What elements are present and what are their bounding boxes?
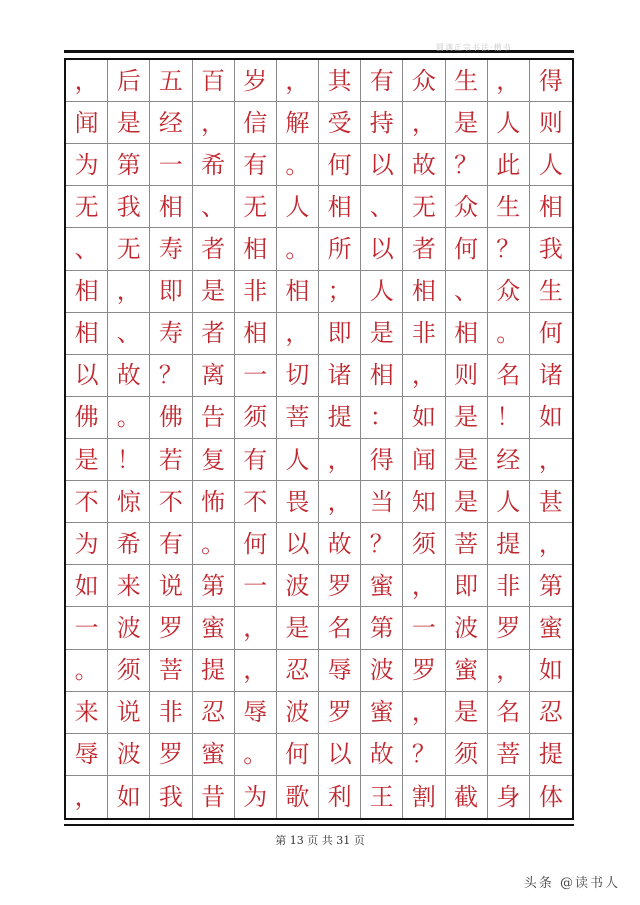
grid-cell: 信 (235, 102, 277, 144)
grid-cell: ？ (446, 144, 488, 186)
grid-cell: 波 (361, 650, 403, 692)
grid-cell: 无 (108, 228, 150, 270)
grid-cell: 是 (361, 313, 403, 355)
grid-cell: 是 (446, 692, 488, 734)
grid-cell: 是 (66, 439, 108, 481)
grid-cell: ， (319, 481, 361, 523)
grid-cell: 是 (446, 102, 488, 144)
bottom-rule (64, 824, 574, 826)
grid-cell: ， (403, 692, 445, 734)
grid-cell: 一 (235, 355, 277, 397)
grid-cell: 波 (108, 607, 150, 649)
grid-cell: 相 (235, 313, 277, 355)
grid-cell: 故 (361, 734, 403, 776)
grid-cell: 、 (361, 186, 403, 228)
grid-cell: 忍 (193, 692, 235, 734)
grid-cell: 如 (403, 397, 445, 439)
grid-cell: 希 (108, 523, 150, 565)
grid-cell: ， (66, 60, 108, 102)
grid-cell: 众 (488, 271, 530, 313)
grid-cell: 菩 (150, 650, 192, 692)
grid-cell: 知 (403, 481, 445, 523)
grid-cell: ？ (488, 228, 530, 270)
grid-cell: 、 (66, 228, 108, 270)
grid-cell: ， (403, 102, 445, 144)
grid-cell: ， (277, 60, 319, 102)
grid-cell: 菩 (488, 734, 530, 776)
grid-cell: 。 (488, 313, 530, 355)
grid-cell: 何 (530, 313, 572, 355)
grid-cell: ， (403, 355, 445, 397)
grid-cell: 人 (488, 102, 530, 144)
grid-cell: 罗 (319, 692, 361, 734)
grid-cell: 罗 (403, 650, 445, 692)
grid-cell: 须 (446, 734, 488, 776)
grid-cell: 波 (446, 607, 488, 649)
grid-cell: 如 (66, 565, 108, 607)
grid-cell: 非 (488, 565, 530, 607)
grid-cell: 为 (66, 523, 108, 565)
grid-cell: 提 (530, 734, 572, 776)
grid-cell: 截 (446, 776, 488, 818)
watermark: 头条 @读书人 (523, 876, 620, 891)
grid-cell: 有 (361, 60, 403, 102)
grid-cell: 百 (193, 60, 235, 102)
grid-cell: 切 (277, 355, 319, 397)
grid-cell: 闻 (66, 102, 108, 144)
grid-cell: 人 (530, 144, 572, 186)
grid-cell: 如 (108, 776, 150, 818)
grid-cell: 相 (530, 186, 572, 228)
grid-cell: 生 (488, 186, 530, 228)
grid-cell: 得 (361, 439, 403, 481)
grid-cell: 为 (235, 776, 277, 818)
grid-cell: 佛 (66, 397, 108, 439)
grid-cell: 无 (66, 186, 108, 228)
grid-cell: 即 (150, 271, 192, 313)
grid-cell: 。 (66, 650, 108, 692)
grid-cell: 离 (193, 355, 235, 397)
grid-cell: 众 (403, 60, 445, 102)
grid-cell: 割 (403, 776, 445, 818)
grid-cell: ， (488, 60, 530, 102)
grid-cell: ？ (403, 734, 445, 776)
grid-cell: ， (108, 271, 150, 313)
grid-cell: 是 (446, 439, 488, 481)
grid-cell: 佛 (150, 397, 192, 439)
grid-cell: 蜜 (530, 607, 572, 649)
grid-cell: 、 (446, 271, 488, 313)
grid-cell: 后 (108, 60, 150, 102)
grid-cell: 利 (319, 776, 361, 818)
grid-cell: 相 (66, 271, 108, 313)
grid-cell: 非 (403, 313, 445, 355)
grid-cell: 来 (108, 565, 150, 607)
header-faint-text: 圆满正宗书法·楷书 (436, 43, 512, 52)
grid-cell: 非 (235, 271, 277, 313)
grid-cell: 生 (530, 271, 572, 313)
grid-cell: 经 (488, 439, 530, 481)
grid-cell: 须 (235, 397, 277, 439)
grid-cell: ， (277, 313, 319, 355)
grid-cell: ？ (150, 355, 192, 397)
grid-cell: 蜜 (361, 565, 403, 607)
grid-cell: ， (235, 650, 277, 692)
grid-cell: 、 (108, 313, 150, 355)
grid-cell: 一 (235, 565, 277, 607)
grid-cell: 相 (277, 271, 319, 313)
grid-cell: 何 (277, 734, 319, 776)
grid-cell: 众 (446, 186, 488, 228)
grid-cell: 歌 (277, 776, 319, 818)
grid-cell: ， (530, 439, 572, 481)
grid-cell: 。 (193, 523, 235, 565)
grid-cell: ！ (488, 397, 530, 439)
grid-cell: 、 (193, 186, 235, 228)
grid-cell: 相 (235, 228, 277, 270)
grid-cell: 故 (108, 355, 150, 397)
grid-cell: 是 (277, 607, 319, 649)
grid-cell: 一 (66, 607, 108, 649)
grid-cell: 名 (488, 692, 530, 734)
grid-cell: 相 (319, 186, 361, 228)
grid-cell: 何 (235, 523, 277, 565)
grid-cell: 寿 (150, 228, 192, 270)
grid-cell: 以 (361, 144, 403, 186)
grid-cell: ！ (108, 439, 150, 481)
grid-cell: 如 (530, 650, 572, 692)
grid-cell: 如 (530, 397, 572, 439)
grid-cell: ， (235, 607, 277, 649)
practice-grid (64, 58, 574, 820)
grid-cell: ， (488, 650, 530, 692)
grid-cell: ， (193, 102, 235, 144)
grid-cell: 。 (108, 397, 150, 439)
grid-cell: ； (319, 271, 361, 313)
grid-cell: 我 (530, 228, 572, 270)
grid-cell: 希 (193, 144, 235, 186)
grid-cell: ， (530, 523, 572, 565)
grid-cell: 来 (66, 692, 108, 734)
grid-cell: 提 (319, 397, 361, 439)
grid-cell: 持 (361, 102, 403, 144)
grid-cell: 有 (235, 439, 277, 481)
grid-cell: 岁 (235, 60, 277, 102)
grid-cell: 菩 (277, 397, 319, 439)
grid-cell: 复 (193, 439, 235, 481)
grid-cell: 。 (235, 734, 277, 776)
grid-cell: 若 (150, 439, 192, 481)
grid-cell: 蜜 (193, 734, 235, 776)
grid-cell: 生 (446, 60, 488, 102)
grid-cell: 解 (277, 102, 319, 144)
grid-cell: 则 (446, 355, 488, 397)
grid-cell: 即 (446, 565, 488, 607)
grid-cell: 菩 (446, 523, 488, 565)
grid-cell: 寿 (150, 313, 192, 355)
grid-cell: 相 (66, 313, 108, 355)
grid-cell: 者 (193, 313, 235, 355)
grid-cell: 罗 (488, 607, 530, 649)
grid-cell: 人 (361, 271, 403, 313)
grid-cell: 忍 (530, 692, 572, 734)
grid-cell: 一 (403, 607, 445, 649)
grid-cell: 辱 (235, 692, 277, 734)
grid-cell: 罗 (319, 565, 361, 607)
grid-cell: 不 (66, 481, 108, 523)
grid-cell: 有 (150, 523, 192, 565)
grid-cell: 所 (319, 228, 361, 270)
grid-cell: 忍 (277, 650, 319, 692)
grid-cell: 昔 (193, 776, 235, 818)
grid-cell: 五 (150, 60, 192, 102)
grid-cell: 名 (319, 607, 361, 649)
grid-cell: 为 (66, 144, 108, 186)
grid-cell: 说 (150, 565, 192, 607)
grid-cell: 受 (319, 102, 361, 144)
grid-cell: 人 (488, 481, 530, 523)
grid-cell: 辱 (66, 734, 108, 776)
grid-cell: 蜜 (193, 607, 235, 649)
grid-cell: 须 (403, 523, 445, 565)
grid-cell: 得 (530, 60, 572, 102)
grid-cell: 提 (488, 523, 530, 565)
grid-cell: 告 (193, 397, 235, 439)
grid-cell: 诸 (319, 355, 361, 397)
grid-cell: 诸 (530, 355, 572, 397)
grid-cell: 蜜 (446, 650, 488, 692)
grid-cell: 第 (361, 607, 403, 649)
grid-cell: 波 (277, 565, 319, 607)
grid-cell: 以 (277, 523, 319, 565)
grid-cell: 名 (488, 355, 530, 397)
page-number: 第 13 页 共 31 页 (275, 834, 365, 847)
grid-cell: 人 (277, 186, 319, 228)
grid-cell: 怖 (193, 481, 235, 523)
grid-cell: 则 (530, 102, 572, 144)
grid-cell: ？ (361, 523, 403, 565)
grid-cell: 相 (361, 355, 403, 397)
grid-cell: 故 (319, 523, 361, 565)
grid-cell: 提 (193, 650, 235, 692)
grid-cell: 者 (193, 228, 235, 270)
grid-cell: 。 (277, 144, 319, 186)
grid-cell: 蜜 (361, 692, 403, 734)
grid-cell: 者 (403, 228, 445, 270)
grid-cell: 相 (403, 271, 445, 313)
grid-cell: 非 (150, 692, 192, 734)
grid-cell: 甚 (530, 481, 572, 523)
grid-cell: 我 (108, 186, 150, 228)
grid-cell: 第 (530, 565, 572, 607)
grid-cell: 波 (108, 734, 150, 776)
grid-cell: ， (66, 776, 108, 818)
grid-cell: 一 (150, 144, 192, 186)
grid-cell: 畏 (277, 481, 319, 523)
grid-cell: 以 (66, 355, 108, 397)
grid-cell: 以 (361, 228, 403, 270)
grid-cell: 第 (108, 144, 150, 186)
grid-cell: 此 (488, 144, 530, 186)
grid-cell: 何 (319, 144, 361, 186)
grid-cell: 何 (446, 228, 488, 270)
grid-cell: 闻 (403, 439, 445, 481)
grid-cell: ： (361, 397, 403, 439)
grid-cell: 即 (319, 313, 361, 355)
grid-cell: 当 (361, 481, 403, 523)
grid-cell: 相 (446, 313, 488, 355)
grid-cell: 故 (403, 144, 445, 186)
grid-cell: 惊 (108, 481, 150, 523)
grid-cell: 是 (446, 397, 488, 439)
grid-cell: 我 (150, 776, 192, 818)
grid-cell: 是 (446, 481, 488, 523)
grid-cell: 是 (108, 102, 150, 144)
grid-cell: 不 (235, 481, 277, 523)
grid-cell: 说 (108, 692, 150, 734)
grid-cell: 人 (277, 439, 319, 481)
grid-cell: 第 (193, 565, 235, 607)
grid-cell: 相 (150, 186, 192, 228)
grid-cell: 身 (488, 776, 530, 818)
grid-cell: 须 (108, 650, 150, 692)
grid-cell: 是 (193, 271, 235, 313)
grid-cell: 。 (277, 228, 319, 270)
grid-cell: 罗 (150, 607, 192, 649)
grid-cell: ， (319, 439, 361, 481)
grid-cell: 罗 (150, 734, 192, 776)
grid-cell: 波 (277, 692, 319, 734)
grid-cell: 以 (319, 734, 361, 776)
grid-cell: ， (403, 565, 445, 607)
grid-cell: 有 (235, 144, 277, 186)
grid-cell: 经 (150, 102, 192, 144)
grid-cell: 王 (361, 776, 403, 818)
grid-cell: 无 (235, 186, 277, 228)
grid-cell: 其 (319, 60, 361, 102)
grid-cell: 辱 (319, 650, 361, 692)
grid-cell: 无 (403, 186, 445, 228)
grid-cell: 不 (150, 481, 192, 523)
grid-cell: 体 (538, 782, 563, 811)
